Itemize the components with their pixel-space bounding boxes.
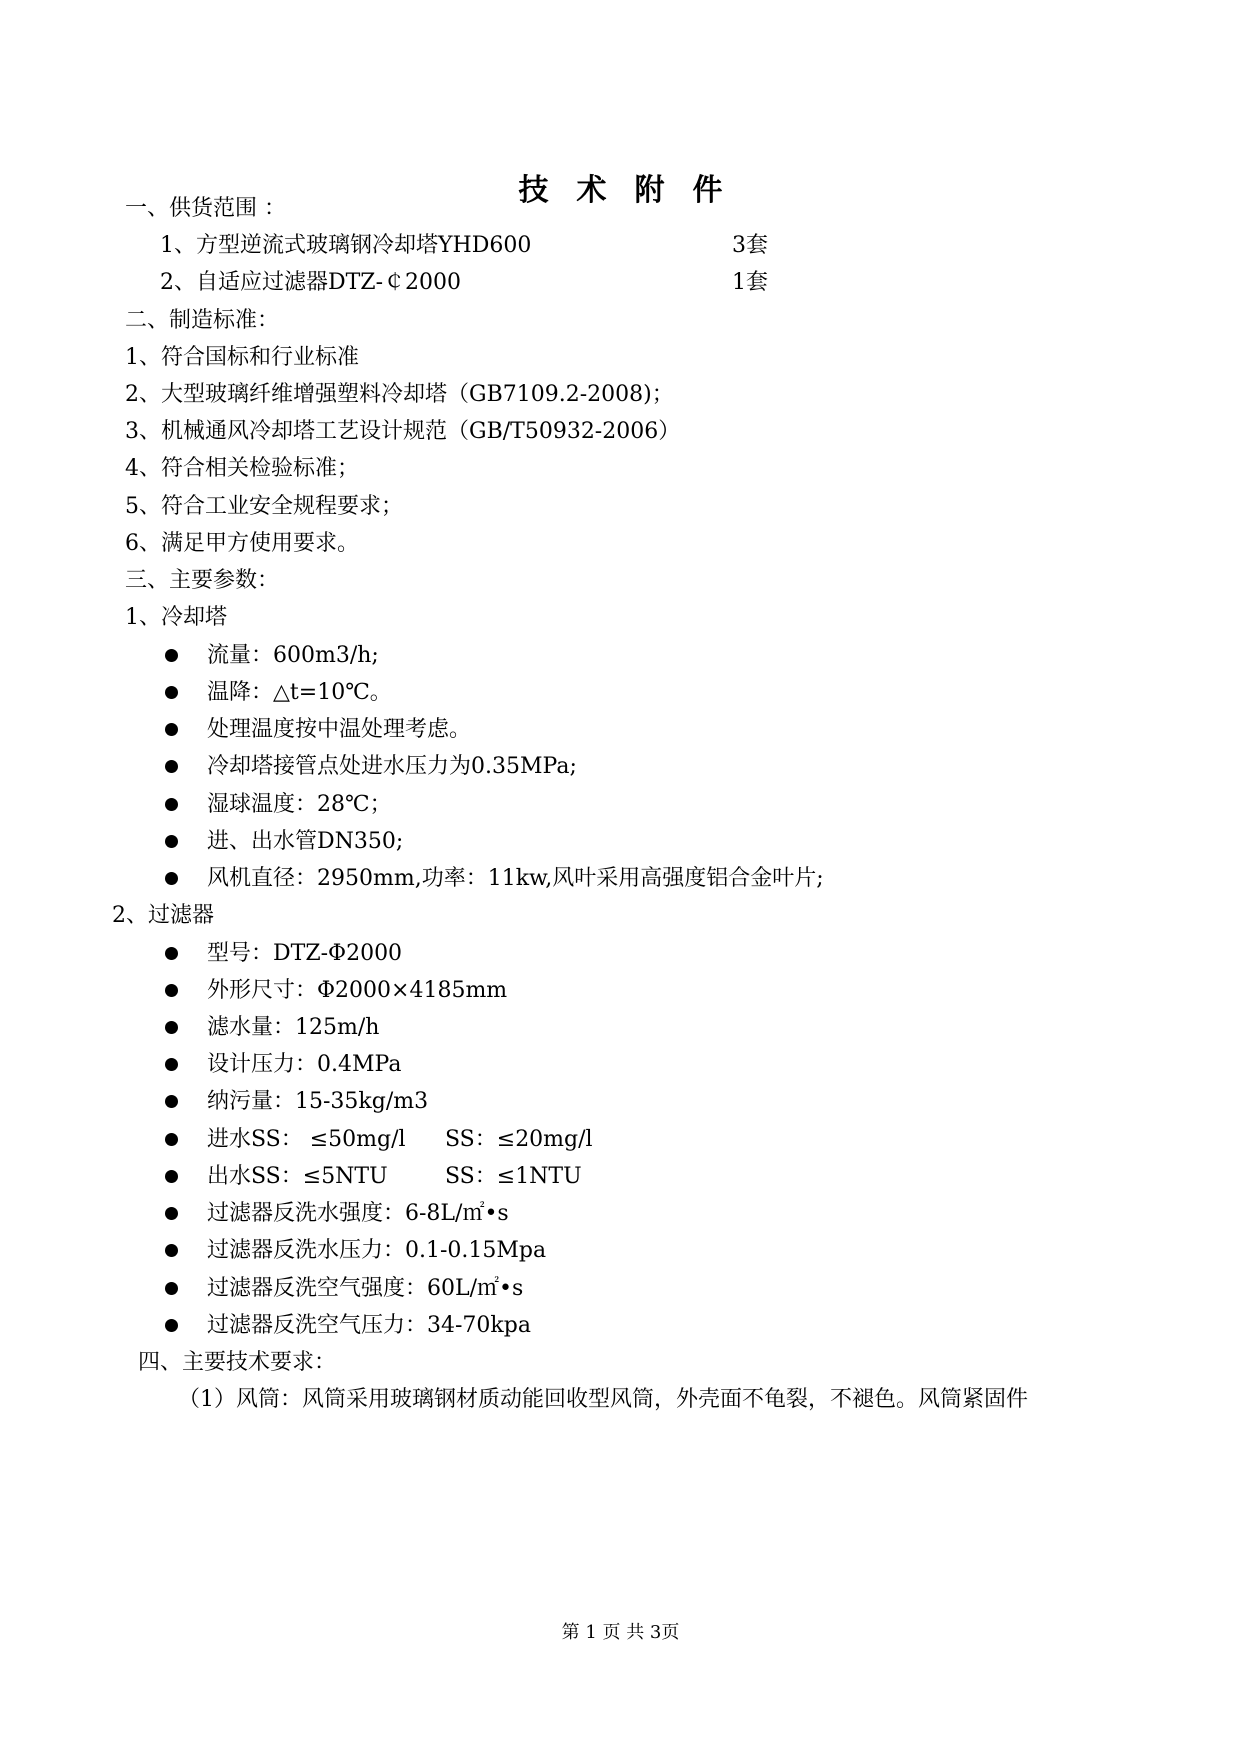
section-heading-parameters: 三、主要参数： (125, 568, 280, 593)
title-char: 件 (692, 173, 723, 208)
bullet-icon (165, 760, 178, 773)
filter-param-text: 过滤器反洗水压力：0.1-0.15Mpa (207, 1238, 547, 1263)
page-footer: 第 1 页 共 3页 (561, 1622, 680, 1643)
filter-param-text: 过滤器反洗水强度：6-8L/㎡•s (207, 1201, 509, 1226)
title-char: 术 (576, 173, 607, 208)
bullet-icon (165, 1095, 178, 1108)
bullet-icon (165, 984, 178, 997)
tower-param-text: 风机直径：2950mm,功率：11kw,风叶采用高强度铝合金叶片; (207, 866, 824, 891)
tower-param-text: 处理温度按中温处理考虑。 (207, 717, 472, 742)
tech-requirement-paragraph: （1）风筒：风筒采用玻璃钢材质动能回收型风筒，外壳面不龟裂，不褪色。风筒紧固件 (178, 1387, 1028, 1412)
bullet-icon (165, 1319, 178, 1332)
bullet-icon (165, 1133, 178, 1146)
tower-param-text: 温降：△t=10℃。 (207, 680, 392, 705)
standard-item: 3、机械通风冷却塔工艺设计规范（GB/T50932-2006） (125, 419, 681, 444)
bullet-icon (165, 1207, 178, 1220)
filter-param-text: 型号：DTZ-Φ2000 (207, 941, 403, 966)
bullet-icon (165, 649, 178, 662)
title-char: 技 (518, 173, 549, 208)
bullet-icon (165, 1170, 178, 1183)
bullet-icon (165, 1244, 178, 1257)
filter-param-text: 设计压力：0.4MPa (207, 1052, 402, 1077)
supply-item-qty: 1套 (732, 270, 768, 295)
bullet-icon (165, 1058, 178, 1071)
supply-item-qty: 3套 (732, 233, 768, 258)
standard-item: 2、大型玻璃纤维增强塑料冷却塔（GB7109.2-2008)； (125, 382, 674, 407)
section-heading-supply-scope: 一、供货范围 ： (125, 196, 286, 221)
filter-param-text: 过滤器反洗空气压力：34-70kpa (207, 1313, 531, 1338)
title-char: 附 (634, 173, 665, 208)
tower-param-text: 湿球温度：28℃； (207, 792, 392, 817)
filter-param-text: 纳污量：15-35kg/m3 (207, 1089, 429, 1114)
section-heading-tech-requirements: 四、主要技术要求： (138, 1350, 337, 1375)
bullet-icon (165, 872, 178, 885)
section-heading-standards: 二、制造标准： (125, 308, 280, 333)
standard-item: 1、符合国标和行业标准 (125, 345, 359, 370)
filter-param-text-secondary: SS：≤20mg/l (445, 1127, 593, 1152)
standard-item: 6、满足甲方使用要求。 (125, 531, 359, 556)
bullet-icon (165, 723, 178, 736)
bullet-icon (165, 1021, 178, 1034)
tower-param-text: 流量：600m3/h; (207, 643, 379, 668)
bullet-icon (165, 835, 178, 848)
filter-param-text: 滤水量：125m/h (207, 1015, 380, 1040)
supply-item-text: 2、自适应过滤器DTZ-￠2000 (160, 270, 462, 295)
standard-item: 5、符合工业安全规程要求； (125, 494, 403, 519)
tower-param-text: 冷却塔接管点处进水压力为0.35MPa; (207, 754, 577, 779)
supply-item-text: 1、方型逆流式玻璃钢冷却塔YHD600 (160, 233, 532, 258)
filter-param-text: 进水SS： ≤50mg/l (207, 1127, 406, 1152)
filter-param-text: 外形尺寸：Φ2000×4185mm (207, 978, 508, 1003)
subsection-heading-cooling-tower: 1、冷却塔 (125, 605, 227, 630)
standard-item: 4、符合相关检验标准； (125, 456, 359, 481)
filter-param-text: 出水SS：≤5NTU (207, 1164, 388, 1189)
filter-param-text: 过滤器反洗空气强度：60L/㎡•s (207, 1276, 524, 1301)
bullet-icon (165, 1282, 178, 1295)
tower-param-text: 进、出水管DN350; (207, 829, 404, 854)
bullet-icon (165, 798, 178, 811)
bullet-icon (165, 686, 178, 699)
subsection-heading-filter: 2、过滤器 (112, 903, 214, 928)
filter-param-text-secondary: SS：≤1NTU (445, 1164, 582, 1189)
bullet-icon (165, 947, 178, 960)
